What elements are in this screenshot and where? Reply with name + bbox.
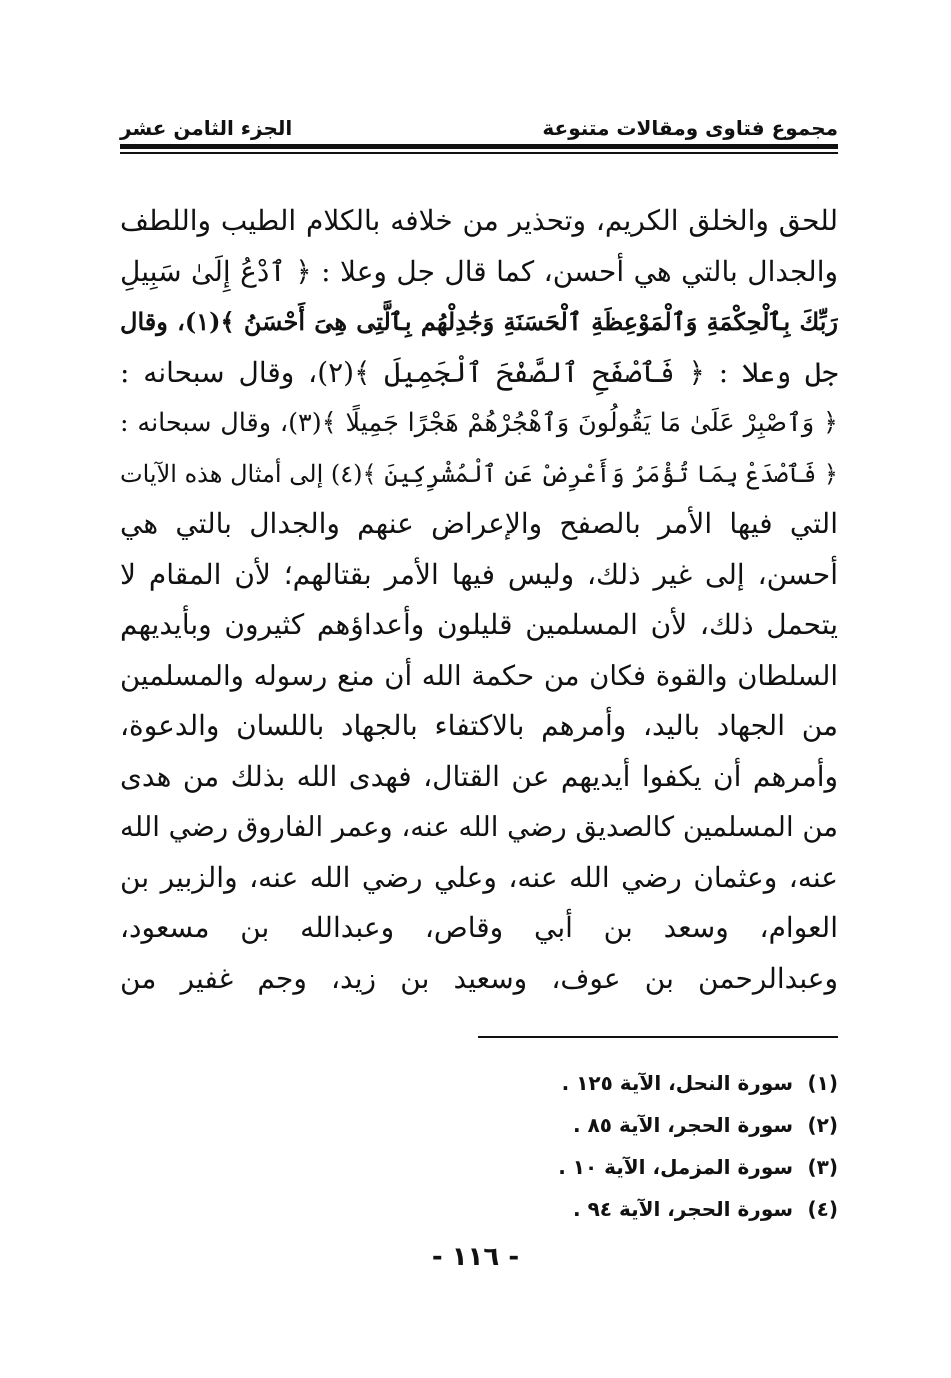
- text-line: من الجهاد باليد، وأمرهم بالاكتفاء بالجهاد باللسان والدعوة،: [120, 709, 838, 742]
- text-line: للحق والخلق الكريم، وتحذير من خلافه بالكلام الطيب واللطف: [120, 204, 838, 237]
- footnote: [400, 1188, 838, 1230]
- text-line: ﴿ فَٱصْدَعْ بِمَا تُؤْمَرُ وَأَعْرِضْ عَنِ ٱلْمُشْرِكِينَ ﴾(٤) إلى أمثال هذه الآيات: [120, 459, 838, 488]
- footnote-separator: [478, 1036, 838, 1038]
- text-line: من المسلمين كالصديق رضي الله عنه، وعمر الفاروق رضي الله: [120, 811, 838, 843]
- page-number: - ١١٦ -: [431, 1242, 520, 1272]
- footnote-number: (١): [807, 1071, 838, 1095]
- footnote-number: (٢): [807, 1113, 838, 1137]
- text-line: وعبدالرحمن بن عوف، وسعيد بن زيد، وجم غفير من: [120, 961, 838, 995]
- footnote-text: سورة النحل، الآية ١٢٥ .: [561, 1071, 794, 1095]
- text-line: جل وعلا : ﴿ فَٱصْفَحِ ٱلصَّفْحَ ٱلْجَمِيلَ ﴾(٢)، وقال سبحانه :: [120, 355, 838, 389]
- footnotes: [400, 1062, 838, 1230]
- footnote: [400, 1146, 838, 1188]
- footnote-text: سورة المزمل، الآية ١٠ .: [558, 1155, 794, 1179]
- footnote: [400, 1104, 838, 1146]
- text-line: التي فيها الأمر بالصفح والإعراض عنهم والجدال بالتي هي: [120, 507, 838, 540]
- text-line: ﴿ وَٱصْبِرْ عَلَىٰ مَا يَقُولُونَ وَٱهْجُرْهُمْ هَجْرًا جَمِيلًا ﴾(٣)، وقال سبحانه :: [120, 408, 838, 438]
- text-line: والجدال بالتي هي أحسن، كما قال جل وعلا : ﴿ ٱدْعُ إِلَىٰ سَبِيلِ: [120, 254, 838, 288]
- footnote-number: (٤): [807, 1197, 838, 1221]
- book-title: مجموع فتاوى ومقالات متنوعة: [542, 116, 838, 140]
- header-rule-thick: [120, 144, 838, 149]
- header-rule-thin: [120, 152, 838, 154]
- footnote-text: سورة الحجر، الآية ٩٤ .: [573, 1197, 794, 1221]
- text-line: رَبِّكَ بِٱلْحِكْمَةِ وَٱلْمَوْعِظَةِ ٱلْحَسَنَةِ وَجَٰدِلْهُم بِٱلَّتِى هِىَ أَحْسَنُ ﴾(١)، وقال: [120, 307, 838, 336]
- running-header: [120, 112, 838, 140]
- text-line: أحسن، إلى غير ذلك، وليس فيها الأمر بقتالهم؛ لأن المقام لا: [120, 557, 838, 591]
- text-line: وأمرهم أن يكفوا أيديهم عن القتال، فهدى الله بذلك من هدى: [120, 759, 838, 793]
- text-line: السلطان والقوة فكان من حكمة الله أن منع رسوله والمسلمين: [120, 659, 838, 692]
- volume-label: الجزء الثامن عشر: [120, 116, 293, 140]
- text-line: العوام، وسعد بن أبي وقاص، وعبدالله بن مسعود،: [120, 911, 838, 944]
- footnote: [400, 1062, 838, 1104]
- footnote-number: (٣): [807, 1155, 838, 1179]
- text-line: يتحمل ذلك، لأن المسلمين قليلون وأعداؤهم كثيرون وبأيديهم: [120, 608, 838, 641]
- footnote-text: سورة الحجر، الآية ٨٥ .: [573, 1113, 794, 1137]
- main-text: [120, 196, 838, 1004]
- text-line: عنه، وعثمان رضي الله عنه، وعلي رضي الله عنه، والزبير بن: [120, 860, 838, 894]
